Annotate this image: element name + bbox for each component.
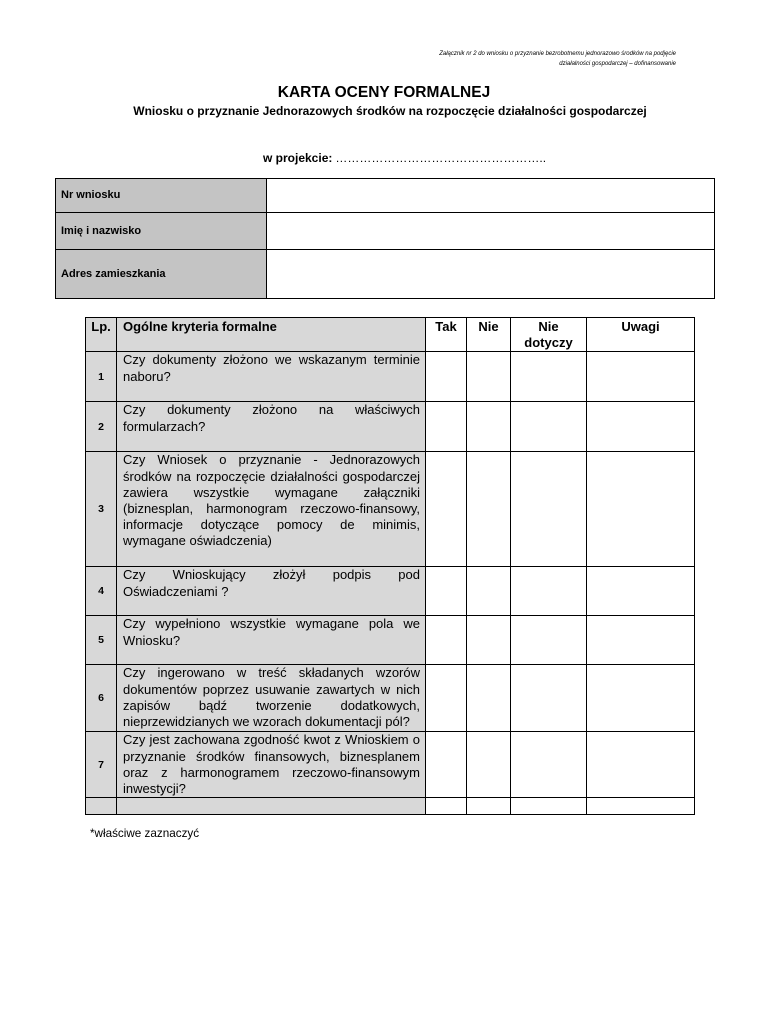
uwagi-cell xyxy=(587,352,695,402)
criterion-text: Czy ingerowano w treść składanych wzorów dokumentów poprzez usuwanie zawartych w nich zapisów bądź tworzenie dodatkowych, nieprzewidzianych we wzorach dokumentacji pól? xyxy=(117,665,426,732)
header-uwagi: Uwagi xyxy=(587,318,695,352)
address-label: Adres zamieszkania xyxy=(56,250,267,299)
row-number: 5 xyxy=(86,616,117,665)
criteria-header-row xyxy=(86,318,695,352)
criteria-row-7 xyxy=(86,732,695,798)
form-subtitle: Wniosku o przyznanie Jednorazowych środków na rozpoczęcie działalności gospodarczej xyxy=(133,104,647,118)
attachment-note xyxy=(346,49,676,69)
criterion-text: Czy dokumenty złożono na właściwych formularzach? xyxy=(117,402,426,452)
tak-cell xyxy=(426,402,467,452)
criteria-row-6 xyxy=(86,665,695,732)
tak-cell xyxy=(426,665,467,732)
nie-cell xyxy=(467,616,511,665)
row-number: 1 xyxy=(86,352,117,402)
tak-cell xyxy=(426,798,467,815)
criteria-row-1 xyxy=(86,352,695,402)
applicant-row-name xyxy=(56,213,715,250)
header-lp: Lp. xyxy=(86,318,117,352)
uwagi-cell xyxy=(587,402,695,452)
header-tak: Tak xyxy=(426,318,467,352)
nie-cell xyxy=(467,665,511,732)
row-number: 3 xyxy=(86,452,117,567)
uwagi-cell xyxy=(587,665,695,732)
nie-cell xyxy=(467,352,511,402)
row-number xyxy=(86,798,117,815)
nie-dotyczy-cell xyxy=(511,616,587,665)
nie-cell xyxy=(467,798,511,815)
nie-cell xyxy=(467,452,511,567)
uwagi-cell xyxy=(587,452,695,567)
applicant-row-number xyxy=(56,179,715,213)
nie-dotyczy-cell xyxy=(511,402,587,452)
row-number: 7 xyxy=(86,732,117,798)
tak-cell xyxy=(426,567,467,616)
row-number: 4 xyxy=(86,567,117,616)
nie-dotyczy-cell xyxy=(511,452,587,567)
criterion-text: Czy Wnioskujący złożył podpis pod Oświadczeniami ? xyxy=(117,567,426,616)
nie-dotyczy-cell xyxy=(511,798,587,815)
criterion-text: Czy Wniosek o przyznanie - Jednorazowych środków na rozpoczęcie działalności gospodarczej zawiera wszystkie wymagane załączniki (biznesplan, harmonogram rzeczowo-finansowy, informacje dotyczące pomocy de minimis, wymagane oświadczenia) xyxy=(117,452,426,567)
attachment-note-line-1: Załącznik nr 2 do wniosku o przyznanie bezrobotnemu jednorazowo środków na podjęcie xyxy=(439,51,676,57)
tak-cell xyxy=(426,616,467,665)
row-number: 2 xyxy=(86,402,117,452)
project-label: w projekcie: xyxy=(263,151,333,165)
nie-dotyczy-cell xyxy=(511,665,587,732)
full-name-label: Imię i nazwisko xyxy=(56,213,267,250)
criteria-row-empty xyxy=(86,798,695,815)
criteria-row-3 xyxy=(86,452,695,567)
applicant-table xyxy=(55,178,715,299)
footnote: *właściwe zaznaczyć xyxy=(90,827,200,840)
application-number-label: Nr wniosku xyxy=(56,179,267,213)
criteria-row-2 xyxy=(86,402,695,452)
tak-cell xyxy=(426,352,467,402)
criterion-text: Czy dokumenty złożono we wskazanym terminie naboru? xyxy=(117,352,426,402)
nie-cell xyxy=(467,732,511,798)
nie-dotyczy-cell xyxy=(511,567,587,616)
project-line xyxy=(263,151,546,166)
criteria-row-4 xyxy=(86,567,695,616)
uwagi-cell xyxy=(587,616,695,665)
uwagi-cell xyxy=(587,732,695,798)
tak-cell xyxy=(426,732,467,798)
row-number: 6 xyxy=(86,665,117,732)
full-name-field xyxy=(267,213,715,250)
nie-dotyczy-cell xyxy=(511,732,587,798)
nie-dotyczy-cell xyxy=(511,352,587,402)
criterion-text: Czy jest zachowana zgodność kwot z Wnioskiem o przyznanie środków finansowych, biznesplanem oraz z harmonogramem rzeczowo-finansowym inwestycji? xyxy=(117,732,426,798)
header-nie: Nie xyxy=(467,318,511,352)
uwagi-cell xyxy=(587,567,695,616)
application-number-field xyxy=(267,179,715,213)
project-dotted-leader: …………………………………………….. xyxy=(335,151,547,165)
nie-cell xyxy=(467,402,511,452)
attachment-note-line-2: działalności gospodarczej – dofinansowanie xyxy=(559,61,676,67)
header-criteria: Ogólne kryteria formalne xyxy=(117,318,426,352)
criteria-table xyxy=(85,317,695,815)
criterion-text: Czy wypełniono wszystkie wymagane pola we Wniosku? xyxy=(117,616,426,665)
address-field xyxy=(267,250,715,299)
criteria-row-5 xyxy=(86,616,695,665)
criterion-text xyxy=(117,798,426,815)
form-title: KARTA OCENY FORMALNEJ xyxy=(277,84,491,101)
tak-cell xyxy=(426,452,467,567)
nie-cell xyxy=(467,567,511,616)
applicant-row-address xyxy=(56,250,715,299)
header-nie-dotyczy: Nie dotyczy xyxy=(511,318,587,352)
uwagi-cell xyxy=(587,798,695,815)
